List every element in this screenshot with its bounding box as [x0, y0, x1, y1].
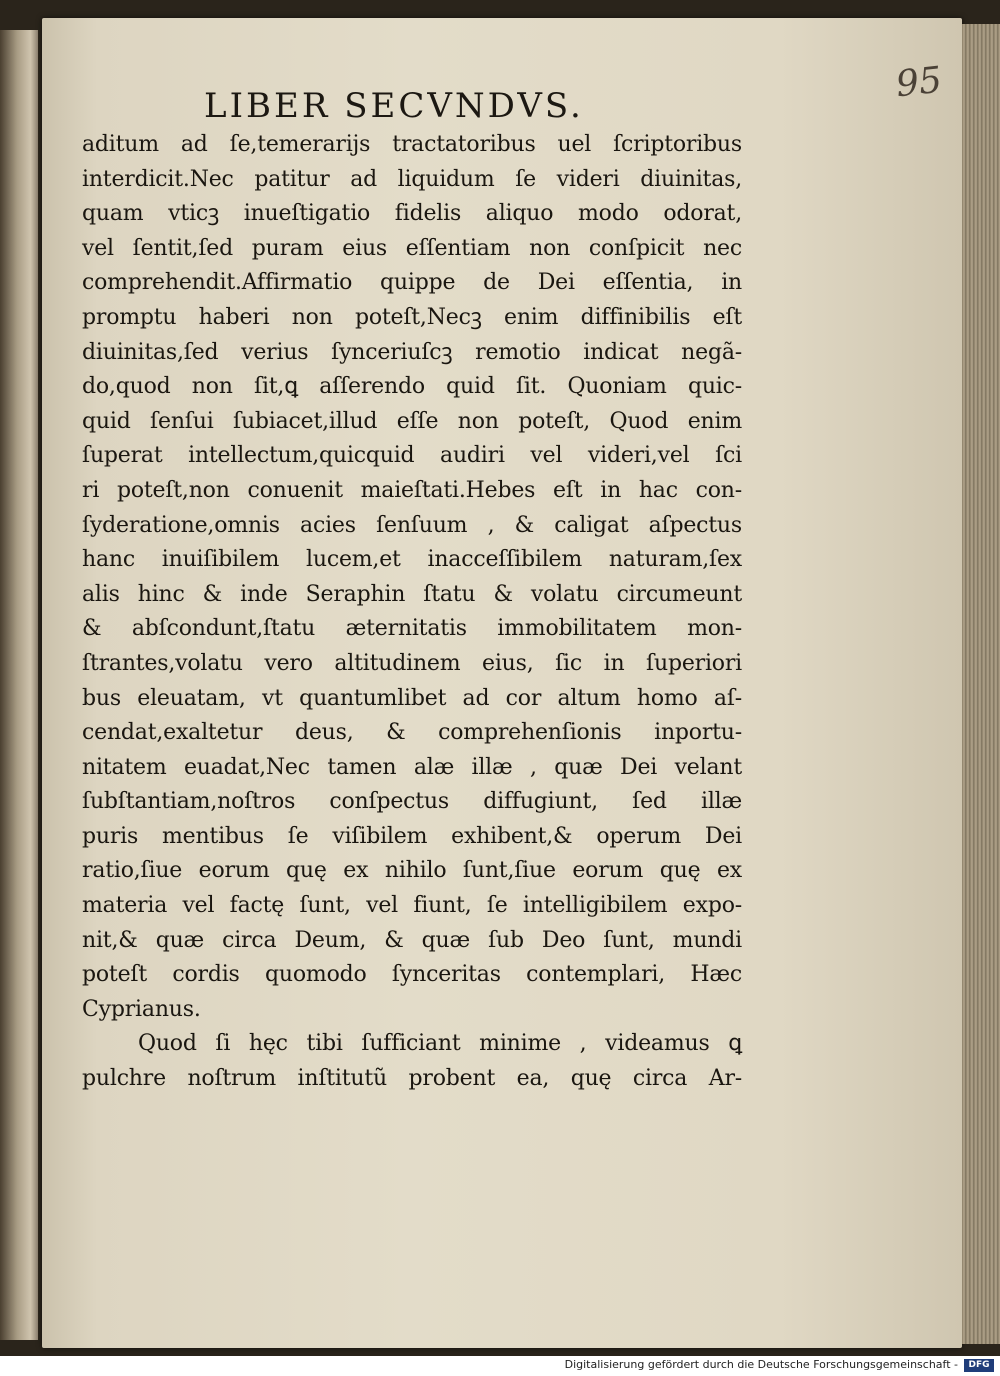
text-line: bus eleuatam, vt quantumlibet ad cor altum homo aſ- — [82, 685, 742, 711]
text-line: hanc inuiſibilem lucem,et inacceſſibilem naturam,ſex — [82, 547, 742, 573]
text-line: & abſcondunt,ſtatu æternitatis immobilitatem mon- — [82, 616, 742, 642]
text-line: quam vticꝫ inueſtigatio fidelis aliquo modo odorat, — [82, 201, 742, 227]
folio-number: 95 — [893, 59, 944, 106]
page-stack-edge — [962, 24, 1000, 1344]
text-line: ſuperat intellectum,quicquid audiri vel videri,vel ſci — [82, 443, 742, 469]
footer-bar — [0, 1356, 1000, 1376]
funding-notice: Digitalisierung gefördert durch die Deutsche Forschungsgemeinschaft - — [564, 1358, 958, 1371]
text-line: vel ſentit,ſed puram eius eſſentiam non conſpicit nec — [82, 235, 742, 261]
text-line: ratio,ſiue eorum quę ex nihilo ſunt,ſiue eorum quę ex — [82, 858, 742, 884]
body-text — [82, 128, 742, 1097]
text-line: quid ſenſui ſubiacet,illud eſſe non poteſt, Quod enim — [82, 408, 742, 434]
text-line: ſtrantes,volatu vero altitudinem eius, ſic in ſuperiori — [82, 650, 742, 676]
facing-page-edge — [0, 30, 39, 1340]
text-line: diuinitas,ſed verius ſynceriuſcꝫ remotio indicat negã- — [82, 339, 742, 365]
running-head: LIBER SECVNDVS. — [204, 86, 584, 126]
text-line: ſubſtantiam,noſtros conſpectus diffugiunt, ſed illæ — [82, 789, 742, 815]
text-line: ri poteſt,non conuenit maieſtati.Hebes eſt in hac con- — [82, 477, 742, 503]
text-line: comprehendit.Affirmatio quippe de Dei eſſentia, in — [82, 270, 742, 296]
dfg-logo-icon: DFG — [964, 1359, 994, 1372]
text-line: promptu haberi non poteſt,Necꝫ enim diffinibilis eſt — [82, 304, 742, 330]
text-line: Quod ſi hęc tibi ſufficiant minime , videamus ꝗ — [138, 1031, 742, 1057]
text-line: interdicit.Nec patitur ad liquidum ſe videri diuinitas, — [82, 166, 742, 192]
text-line: cendat,exaltetur deus, & comprehenſionis inportu- — [82, 720, 742, 746]
text-line: alis hinc & inde Seraphin ſtatu & volatu circumeunt — [82, 581, 742, 607]
text-line: materia vel factę ſunt, vel fiunt, ſe intelligibilem expo- — [82, 893, 742, 919]
text-line: nit,& quæ circa Deum, & quæ ſub Deo ſunt, mundi — [82, 927, 742, 953]
text-line: nitatem euadat,Nec tamen alæ illæ , quæ Dei velant — [82, 754, 742, 780]
text-line: pulchre noſtrum inſtitutũ probent ea, quę circa Ar- — [82, 1066, 742, 1092]
text-line: puris mentibus ſe viſibilem exhibent,& operum Dei — [82, 823, 742, 849]
text-line: ſyderatione,omnis acies ſenſuum , & caligat aſpectus — [82, 512, 742, 538]
text-line: aditum ad ſe,temerarijs tractatoribus uel ſcriptoribus — [82, 132, 742, 157]
text-line: do,quod non ſit,ꝗ aſſerendo quid ſit. Quoniam quic- — [82, 374, 742, 400]
text-line: Cyprianus. — [82, 996, 201, 1022]
text-line: poteſt cordis quomodo ſynceritas contemplari, Hæc — [82, 962, 742, 988]
